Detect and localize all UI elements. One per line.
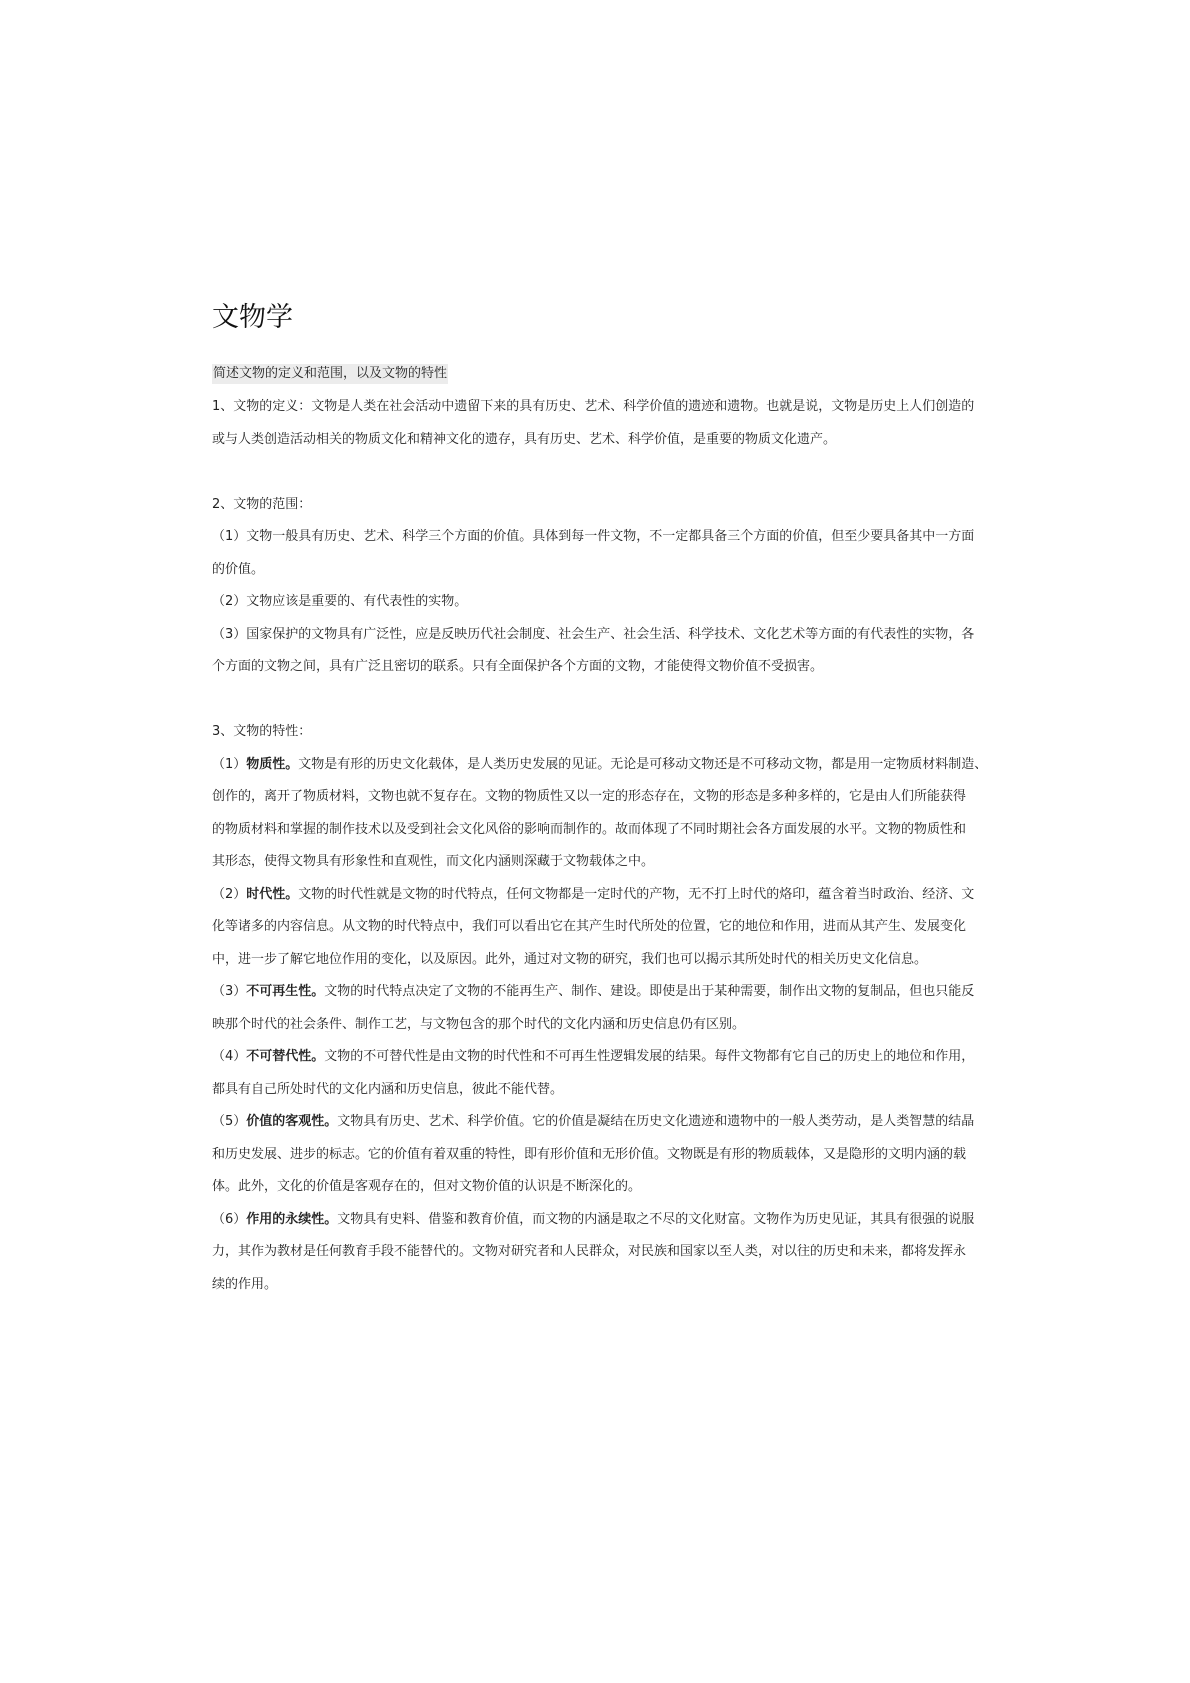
trait-4-line: 都具有自己所处时代的文化内涵和历史信息，彼此不能代替。 [212, 1081, 564, 1097]
trait-3-first-line [212, 976, 988, 1009]
definition-line: 1、文物的定义：文物是人类在社会活动中遗留下来的具有历史、艺术、科学价值的遗迹和遗物。也就是说，文物是历史上人们创造的 [212, 399, 975, 414]
trait-2-line: 化等诸多的内容信息。从文物的时代特点中，我们可以看出它在其产生时代所处的位置，它的地位和作用，进而从其产生、发展变化 [212, 919, 967, 934]
trait-2-first-line [212, 879, 988, 912]
trait-number: （1） [212, 756, 247, 772]
trait-6-line: 续的作用。 [212, 1276, 278, 1292]
trait-5-line: 体。此外，文化的价值是客观存在的，但对文物价值的认识是不断深化的。 [212, 1179, 642, 1194]
definition-section [212, 391, 988, 456]
paragraph-gap [212, 684, 988, 717]
scope-item-3-line: 个方面的文物之间，具有广泛且密切的联系。只有全面保护各个方面的文物，才能使得文物价值不受损害。 [212, 659, 824, 674]
trait-number: （6） [212, 1211, 247, 1227]
trait-text: 文物具有历史、艺术、科学价值。它的价值是凝结在历史文化遗迹和遗物中的一般人类劳动，是人类智慧的结晶 [337, 1114, 975, 1129]
trait-3-line: 映那个时代的社会条件、制作工艺，与文物包含的那个时代的文化内涵和历史信息仍有区别。 [212, 1016, 746, 1032]
trait-term: 时代性。 [246, 886, 299, 902]
trait-1-first-line [212, 749, 988, 782]
trait-text: 文物的时代性就是文物的时代特点，任何文物都是一定时代的产物，无不打上时代的烙印，蕴含着当时政治、经济、文 [298, 886, 975, 902]
trait-number: （2） [212, 886, 247, 902]
trait-6-first-line [212, 1204, 988, 1237]
trait-6-line: 力，其作为教材是任何教育手段不能替代的。文物对研究者和人民群众，对民族和国家以至人类，对以往的历史和未来，都将发挥永 [212, 1244, 967, 1259]
trait-term: 作用的永续性。 [246, 1211, 338, 1227]
trait-number: （3） [212, 984, 247, 999]
trait-1-line: 的物质材料和掌握的制作技术以及受到社会文化风俗的影响而制作的。故而体现了不同时期社会各方面发展的水平。文物的物质性和 [212, 821, 967, 837]
trait-term: 不可再生性。 [246, 984, 325, 999]
trait-number: （4） [212, 1049, 247, 1064]
trait-text: 文物具有史料、借鉴和教育价值，而文物的内涵是取之不尽的文化财富。文物作为历史见证，其具有很强的说服 [337, 1211, 975, 1227]
question-heading: 简述文物的定义和范围，以及文物的特性 [212, 364, 448, 384]
trait-4-first-line [212, 1041, 988, 1074]
trait-term: 价值的客观性。 [246, 1114, 338, 1129]
scope-section [212, 489, 988, 684]
trait-1-line: 创作的，离开了物质材料，文物也就不复存在。文物的物质性又以一定的形态存在，文物的形态是多种多样的，它是由人们所能获得 [212, 789, 967, 804]
scope-heading: 2、文物的范围： [212, 496, 312, 512]
document-page [212, 296, 988, 1301]
traits-section [212, 716, 988, 1301]
trait-text: 文物的不可替代性是由文物的时代性和不可再生性逻辑发展的结果。每件文物都有它自己的历史上的地位和作用， [324, 1049, 975, 1064]
traits-heading: 3、文物的特性： [212, 724, 312, 739]
question-heading-wrap [212, 362, 988, 391]
paragraph-gap [212, 456, 988, 489]
trait-5-line: 和历史发展、进步的标志。它的价值有着双重的特性，即有形价值和无形价值。文物既是有形的物质载体，又是隐形的文明内涵的载 [212, 1146, 967, 1162]
trait-number: （5） [212, 1114, 247, 1129]
trait-term: 不可替代性。 [246, 1049, 325, 1064]
trait-2-line: 中，进一步了解它地位作用的变化，以及原因。此外，通过对文物的研究，我们也可以揭示其所处时代的相关历史文化信息。 [212, 951, 928, 967]
scope-item-1-line: （1）文物一般具有历史、艺术、科学三个方面的价值。具体到每一件文物，不一定都具备三个方面的价值，但至少要具备其中一方面 [212, 529, 975, 544]
trait-text: 文物是有形的历史文化载体，是人类历史发展的见证。无论是可移动文物还是不可移动文物，都是用一定物质材料制造、 [298, 756, 988, 772]
document-title: 文物学 [212, 302, 293, 333]
scope-item-3-line: （3）国家保护的文物具有广泛性，应是反映历代社会制度、社会生产、社会生活、科学技术、文化艺术等方面的有代表性的实物，各 [212, 626, 975, 642]
trait-5-first-line [212, 1106, 988, 1139]
trait-term: 物质性。 [246, 756, 299, 772]
scope-item-2: （2）文物应该是重要的、有代表性的实物。 [212, 594, 468, 609]
scope-item-1-line: 的价值。 [212, 561, 265, 577]
trait-1-line: 其形态，使得文物具有形象性和直观性，而文化内涵则深藏于文物载体之中。 [212, 854, 655, 869]
trait-text: 文物的时代特点决定了文物的不能再生产、制作、建设。即使是出于某种需要，制作出文物的复制品，但也只能反 [324, 984, 975, 999]
definition-line: 或与人类创造活动相关的物质文化和精神文化的遗存，具有历史、艺术、科学价值，是重要的物质文化遗产。 [212, 431, 837, 447]
